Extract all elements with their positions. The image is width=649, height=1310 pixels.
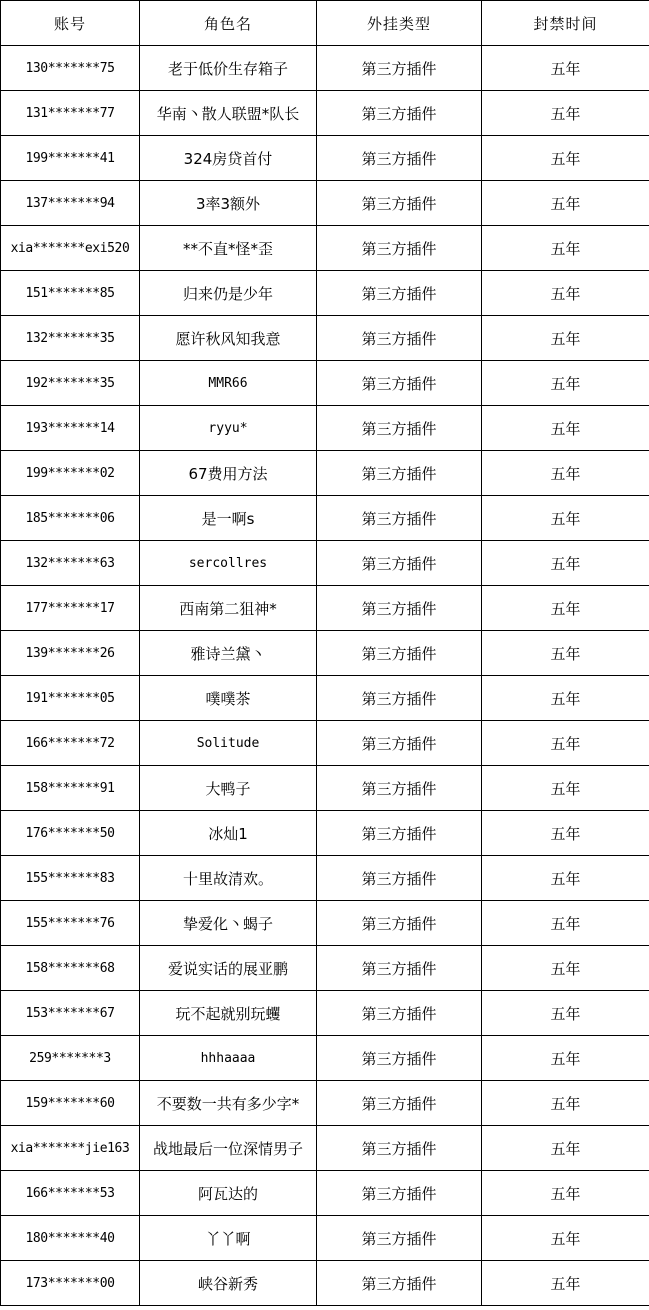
role-name-cell: 雅诗兰黛丶 (140, 631, 317, 676)
account-cell: 166*******72 (1, 721, 140, 766)
account-cell: 130*******75 (1, 46, 140, 91)
role-name-cell: 冰灿1 (140, 811, 317, 856)
cheat-type-cell: 第三方插件 (317, 316, 482, 361)
ban-duration-cell: 五年 (482, 676, 649, 721)
cheat-type-cell: 第三方插件 (317, 1216, 482, 1261)
ban-duration-cell: 五年 (482, 1081, 649, 1126)
cheat-type-cell: 第三方插件 (317, 1081, 482, 1126)
ban-duration-cell: 五年 (482, 406, 649, 451)
ban-duration-cell: 五年 (482, 181, 649, 226)
account-cell: 185*******06 (1, 496, 140, 541)
account-cell: 139*******26 (1, 631, 140, 676)
account-cell: 151*******85 (1, 271, 140, 316)
account-cell: 155*******83 (1, 856, 140, 901)
ban-duration-cell: 五年 (482, 451, 649, 496)
table-row (1, 676, 649, 721)
table-row (1, 1216, 649, 1261)
ban-duration-cell: 五年 (482, 271, 649, 316)
table-row (1, 496, 649, 541)
table-row (1, 1036, 649, 1081)
cheat-type-cell: 第三方插件 (317, 631, 482, 676)
table-row (1, 811, 649, 856)
table-row (1, 946, 649, 991)
cheat-type-cell: 第三方插件 (317, 586, 482, 631)
ban-duration-cell: 五年 (482, 901, 649, 946)
column-header-cheat-type: 外挂类型 (317, 1, 482, 46)
account-cell: xia*******jie163 (1, 1126, 140, 1171)
ban-duration-cell: 五年 (482, 991, 649, 1036)
account-cell: 131*******77 (1, 91, 140, 136)
cheat-type-cell: 第三方插件 (317, 946, 482, 991)
role-name-cell: 十里故清欢。 (140, 856, 317, 901)
ban-duration-cell: 五年 (482, 226, 649, 271)
cheat-type-cell: 第三方插件 (317, 1126, 482, 1171)
table-row (1, 451, 649, 496)
cheat-type-cell: 第三方插件 (317, 136, 482, 181)
ban-duration-cell: 五年 (482, 136, 649, 181)
table-row (1, 1081, 649, 1126)
account-cell: 177*******17 (1, 586, 140, 631)
role-name-cell: 大鸭子 (140, 766, 317, 811)
table-row (1, 361, 649, 406)
account-cell: 191*******05 (1, 676, 140, 721)
ban-duration-cell: 五年 (482, 1216, 649, 1261)
role-name-cell: 愿许秋风知我意 (140, 316, 317, 361)
cheat-type-cell: 第三方插件 (317, 991, 482, 1036)
role-name-cell: 玩不起就别玩蠼 (140, 991, 317, 1036)
role-name-cell: 不要数一共有多少字* (140, 1081, 317, 1126)
account-cell: 158*******68 (1, 946, 140, 991)
cheat-type-cell: 第三方插件 (317, 226, 482, 271)
table-row (1, 766, 649, 811)
role-name-cell: 3率3额外 (140, 181, 317, 226)
ban-duration-cell: 五年 (482, 1126, 649, 1171)
account-cell: 199*******02 (1, 451, 140, 496)
ban-duration-cell: 五年 (482, 586, 649, 631)
table-header (1, 1, 649, 46)
role-name-cell: 挚爱化丶蝎子 (140, 901, 317, 946)
role-name-cell: ryyu* (140, 406, 317, 451)
role-name-cell: 噗噗茶 (140, 676, 317, 721)
table-row (1, 271, 649, 316)
table-row (1, 46, 649, 91)
role-name-cell: 老于低价生存箱子 (140, 46, 317, 91)
cheat-type-cell: 第三方插件 (317, 856, 482, 901)
account-cell: 173*******00 (1, 1261, 140, 1306)
table-row (1, 406, 649, 451)
column-header-role: 角色名 (140, 1, 317, 46)
cheat-type-cell: 第三方插件 (317, 361, 482, 406)
ban-duration-cell: 五年 (482, 631, 649, 676)
role-name-cell: 阿瓦达的 (140, 1171, 317, 1216)
table-row (1, 1126, 649, 1171)
cheat-type-cell: 第三方插件 (317, 451, 482, 496)
cheat-type-cell: 第三方插件 (317, 91, 482, 136)
role-name-cell: **不直*怪*歪 (140, 226, 317, 271)
role-name-cell: hhhaaaa (140, 1036, 317, 1081)
table-row (1, 541, 649, 586)
ban-duration-cell: 五年 (482, 721, 649, 766)
cheat-type-cell: 第三方插件 (317, 406, 482, 451)
table-row (1, 586, 649, 631)
account-cell: 193*******14 (1, 406, 140, 451)
role-name-cell: 是一啊s (140, 496, 317, 541)
table-row (1, 631, 649, 676)
cheat-type-cell: 第三方插件 (317, 1036, 482, 1081)
table-row (1, 991, 649, 1036)
ban-duration-cell: 五年 (482, 946, 649, 991)
cheat-type-cell: 第三方插件 (317, 901, 482, 946)
ban-duration-cell: 五年 (482, 856, 649, 901)
ban-duration-cell: 五年 (482, 46, 649, 91)
cheat-type-cell: 第三方插件 (317, 1261, 482, 1306)
account-cell: 153*******67 (1, 991, 140, 1036)
ban-duration-cell: 五年 (482, 361, 649, 406)
header-row (1, 1, 649, 46)
role-name-cell: 战地最后一位深情男子 (140, 1126, 317, 1171)
ban-duration-cell: 五年 (482, 766, 649, 811)
role-name-cell: sercollres (140, 541, 317, 586)
cheat-type-cell: 第三方插件 (317, 541, 482, 586)
table-row (1, 901, 649, 946)
account-cell: 176*******50 (1, 811, 140, 856)
ban-duration-cell: 五年 (482, 496, 649, 541)
column-header-ban-duration: 封禁时间 (482, 1, 649, 46)
cheat-type-cell: 第三方插件 (317, 46, 482, 91)
ban-duration-cell: 五年 (482, 316, 649, 361)
account-cell: xia*******exi520 (1, 226, 140, 271)
role-name-cell: 324房贷首付 (140, 136, 317, 181)
ban-duration-cell: 五年 (482, 91, 649, 136)
table-row (1, 721, 649, 766)
role-name-cell: 峡谷新秀 (140, 1261, 317, 1306)
table-row (1, 1171, 649, 1216)
account-cell: 259*******3 (1, 1036, 140, 1081)
role-name-cell: 爱说实话的展亚鹏 (140, 946, 317, 991)
account-cell: 159*******60 (1, 1081, 140, 1126)
account-cell: 192*******35 (1, 361, 140, 406)
column-header-account: 账号 (1, 1, 140, 46)
account-cell: 155*******76 (1, 901, 140, 946)
account-cell: 199*******41 (1, 136, 140, 181)
ban-duration-cell: 五年 (482, 541, 649, 586)
table-row (1, 136, 649, 181)
account-cell: 158*******91 (1, 766, 140, 811)
cheat-type-cell: 第三方插件 (317, 496, 482, 541)
ban-duration-cell: 五年 (482, 811, 649, 856)
table-row (1, 226, 649, 271)
cheat-type-cell: 第三方插件 (317, 676, 482, 721)
account-cell: 132*******63 (1, 541, 140, 586)
table-row (1, 91, 649, 136)
role-name-cell: 丫丫啊 (140, 1216, 317, 1261)
account-cell: 132*******35 (1, 316, 140, 361)
cheat-type-cell: 第三方插件 (317, 811, 482, 856)
account-cell: 137*******94 (1, 181, 140, 226)
role-name-cell: Solitude (140, 721, 317, 766)
cheat-type-cell: 第三方插件 (317, 721, 482, 766)
role-name-cell: 华南丶散人联盟*队长 (140, 91, 317, 136)
table-row (1, 856, 649, 901)
role-name-cell: MMR66 (140, 361, 317, 406)
ban-duration-cell: 五年 (482, 1261, 649, 1306)
role-name-cell: 67费用方法 (140, 451, 317, 496)
table-row (1, 316, 649, 361)
table-row (1, 181, 649, 226)
role-name-cell: 西南第二狙神* (140, 586, 317, 631)
ban-duration-cell: 五年 (482, 1171, 649, 1216)
account-cell: 166*******53 (1, 1171, 140, 1216)
table-body (1, 46, 649, 1306)
table-row (1, 1261, 649, 1306)
account-cell: 180*******40 (1, 1216, 140, 1261)
ban-duration-cell: 五年 (482, 1036, 649, 1081)
cheat-type-cell: 第三方插件 (317, 766, 482, 811)
cheat-type-cell: 第三方插件 (317, 1171, 482, 1216)
cheat-type-cell: 第三方插件 (317, 271, 482, 316)
cheat-type-cell: 第三方插件 (317, 181, 482, 226)
role-name-cell: 归来仍是少年 (140, 271, 317, 316)
